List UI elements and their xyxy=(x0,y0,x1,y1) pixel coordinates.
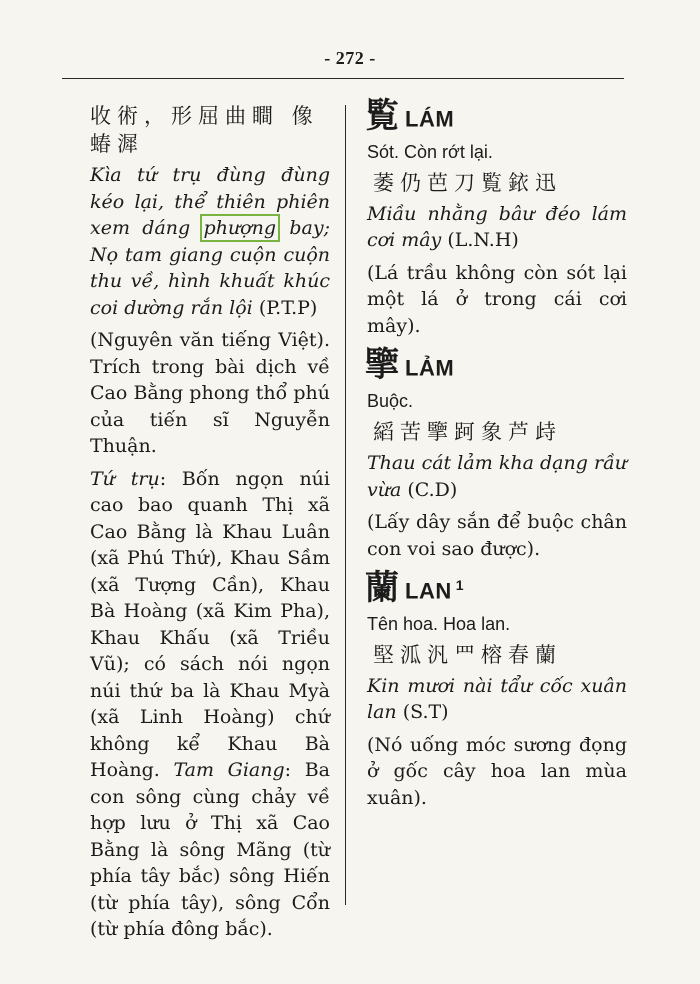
example-han: 縚苦擥跒象芦歭 xyxy=(373,420,562,445)
left-gloss: (Nguyên văn tiếng Việt). Trích trong bài dịch về Cao Bằng phong thổ phú của tiến sĩ Nguyễn Thuận. xyxy=(90,329,330,457)
example-gloss: (Nó uống móc sương đọng ở gốc cây hoa lan mùa xuân). xyxy=(367,733,627,809)
term-tu-tru: Tứ trụ xyxy=(90,467,160,490)
example-source: (C.D) xyxy=(407,478,458,501)
note-tu-tru: : Bốn ngọn núi cao bao quanh Thị xã Cao Bằng là Khau Luân (xã Phú Thứ), Khau Sầm (xã Tượng Cần), Khau Bà Hoàng (xã Kim Pha), Khau Khấu (xã Triều Vũ); có sách nói ngọn núi thứ ba là Khau Myà (xã Linh Hoàng) chứ không kể Khau Bà Hoàng. xyxy=(90,467,330,781)
right-column xyxy=(365,96,627,821)
note-tam-giang: : Ba con sông cùng chảy về hợp lưu ở Thị xã Cao Bằng là sông Mãng (từ phía tây bắc) sông Hiến (từ phía tây), sông Cổn (từ phía đông bắc). xyxy=(90,759,330,940)
headword xyxy=(365,345,627,386)
example-source: (L.N.H) xyxy=(447,229,519,252)
example-quote xyxy=(367,673,627,726)
example-han: 萎仍芭刀覧銥迅 xyxy=(373,170,562,195)
headword-latin-text: LẢM xyxy=(405,355,455,381)
entry-lam xyxy=(365,96,627,339)
left-column xyxy=(90,100,330,943)
column-divider xyxy=(345,105,346,905)
example-han: 堅泒汎罒榕春蘭 xyxy=(373,642,562,667)
example-quote xyxy=(367,201,627,254)
headword-han: 擥 xyxy=(365,345,399,386)
definition: Tên hoa. Hoa lan. xyxy=(367,613,511,634)
example-quote xyxy=(367,450,627,503)
headword-sup: 1 xyxy=(455,577,465,594)
example-text: Kin mươi nài tẩư cốc xuân lan xyxy=(367,674,627,724)
example-text: Thau cát lảm kha dạng rầư vừa xyxy=(367,452,627,501)
left-han-text: 收術，形屈曲瞷 像蝽漽 xyxy=(90,104,319,156)
definition: Buộc. xyxy=(367,391,414,412)
highlighted-word[interactable]: phượng xyxy=(203,217,277,239)
example-gloss: (Lá trầu không còn sót lại một lá ở trong cái cơi mây). xyxy=(367,261,627,337)
header-rule xyxy=(62,78,624,79)
headword-latin xyxy=(405,100,458,133)
entry-lam-2 xyxy=(365,345,627,562)
headword-latin-text: LÁM xyxy=(405,106,455,132)
quote-source: (P.T.P) xyxy=(258,296,318,319)
quote-text-before: Kìa tứ trụ đùng đùng kéo lại, thể thiên phiên xem dáng xyxy=(90,164,330,239)
headword-han: 蘭 xyxy=(365,568,399,609)
definition: Sót. Còn rớt lại. xyxy=(367,141,493,162)
term-tam-giang: Tam Giang xyxy=(173,759,285,781)
left-note xyxy=(90,466,330,943)
example-source: (S.T) xyxy=(402,701,449,724)
entry-lan xyxy=(365,568,627,811)
example-text: Miầu nhằng bâư đéo lám cơi mây xyxy=(367,202,627,252)
left-quote xyxy=(90,162,330,321)
headword-latin-text: LAN xyxy=(405,578,452,604)
headword xyxy=(365,96,627,137)
quote-text-after: bay; Nọ tam giang cuộn cuộn thu về, hình khuất khúc coi dường rắn lội xyxy=(90,217,331,319)
headword xyxy=(365,568,627,609)
headword-han: 覧 xyxy=(365,96,399,137)
example-gloss: (Lấy dây sắn để buộc chân con voi sao được). xyxy=(367,511,627,560)
headword-latin xyxy=(405,572,464,605)
page-number: - 272 - xyxy=(324,48,376,68)
headword-latin xyxy=(405,349,458,382)
